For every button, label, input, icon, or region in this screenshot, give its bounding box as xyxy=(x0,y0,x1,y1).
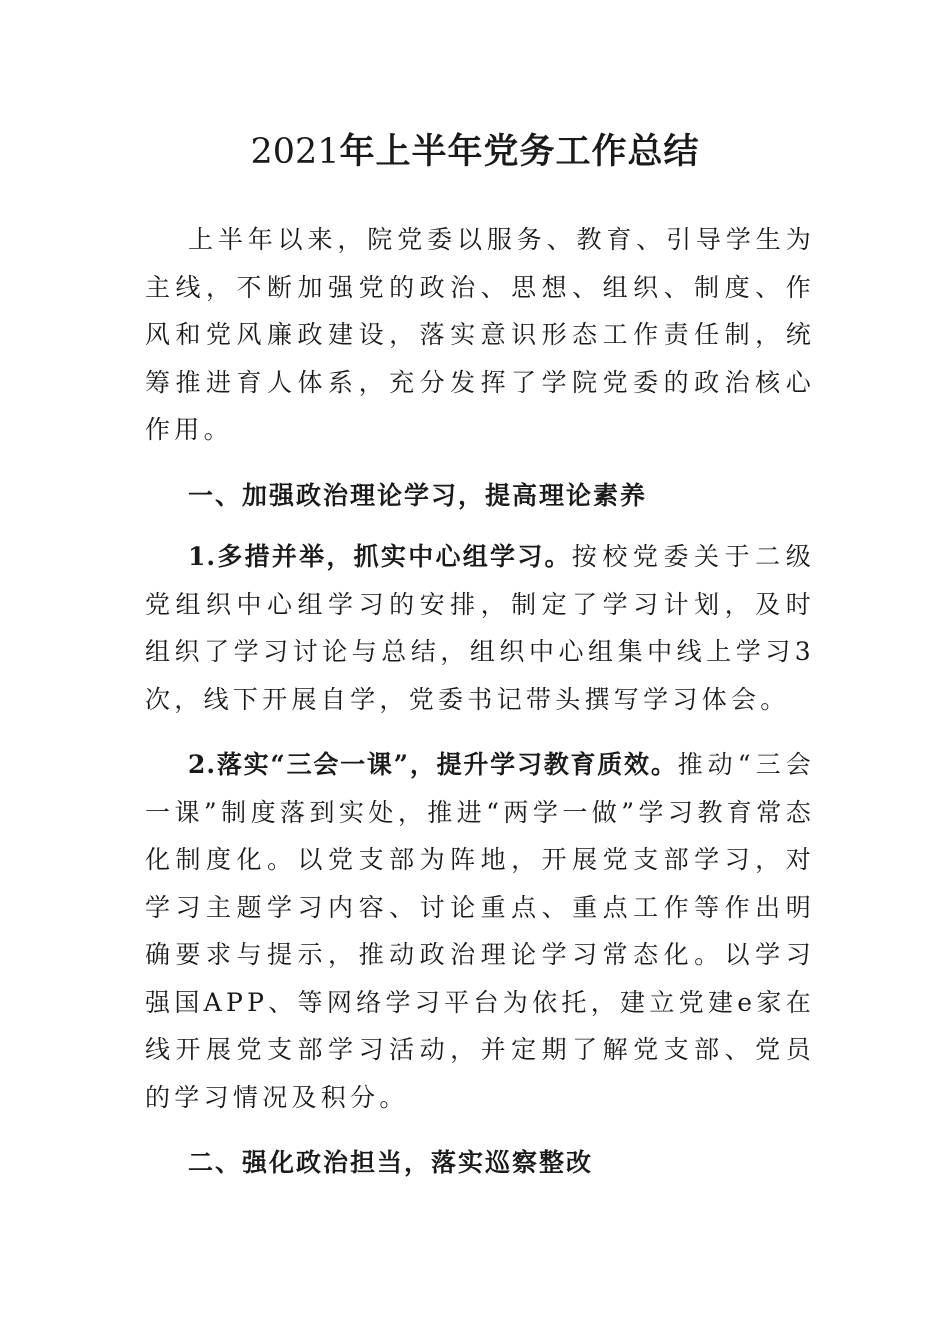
item-text-1: 按校党委关于二级党组织中心组学习的安排，制定了学习计划，及时组织了学习讨论与总结，组织中心组集中线上学习3次，线下开展自学，党委书记带头撰写学习体会。 xyxy=(145,542,815,714)
item-lead-2: 2.落实“三会一课”，提升学习教育质效。 xyxy=(188,750,678,779)
section-heading-2: 二、强化政治担当，落实巡察整改 xyxy=(188,1148,594,1177)
section-heading-1: 一、加强政治理论学习，提高理论素养 xyxy=(188,480,648,510)
paragraph-spacer xyxy=(145,454,815,472)
document-body xyxy=(145,216,815,1187)
paragraph-spacer xyxy=(145,723,815,741)
intro-paragraph: 上半年以来，院党委以服务、教育、引导学生为主线，不断加强党的政治、思想、组织、制度、作风和党风廉政建设，落实意识形态工作责任制，统筹推进育人体系，充分发挥了学院党委的政治核心作用。 xyxy=(145,225,815,444)
item-paragraph-1 xyxy=(145,533,815,723)
title-text: 年上半年党务工作总结 xyxy=(339,131,700,172)
item-lead-1: 1.多措并举，抓实中心组学习。 xyxy=(188,542,572,571)
document-title xyxy=(0,126,950,178)
item-text-2: 推动“三会一课”制度落到实处，推进“两学一做”学习教育常态化制度化。以党支部为阵地，开展党支部学习，对学习主题学习内容、讨论重点、重点工作等作出明确要求与提示，推动政治理论学习常态化。以学习强国APP、等网络学习平台为依托，建立党建e家在线开展党支部学习活动，并定期了解党支部、党员的学习情况及积分。 xyxy=(145,750,815,1112)
item-paragraph-2 xyxy=(145,741,815,1121)
title-year: 2021 xyxy=(250,132,340,172)
paragraph-spacer xyxy=(145,1121,815,1139)
paragraph-spacer xyxy=(145,519,815,533)
